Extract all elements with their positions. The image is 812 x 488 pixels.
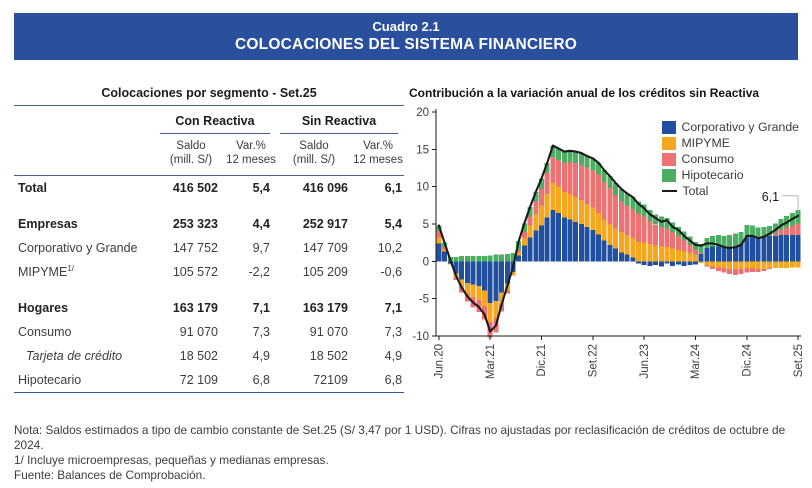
cell-con-var: 9,7: [252, 240, 270, 255]
bar-segment-mipyme: [607, 224, 612, 245]
group-header-con-reactiva: Con Reactiva: [156, 106, 276, 135]
bar-segment-corporativo-y-grande: [562, 217, 567, 261]
bar-segment-mipyme: [733, 261, 738, 268]
bar-segment-mipyme: [533, 214, 538, 230]
bar-segment-mipyme: [528, 225, 533, 237]
bar-segment-mipyme: [573, 197, 578, 222]
bar-segment-corporativo-y-grande: [653, 261, 658, 265]
bar-segment-mipyme: [767, 261, 772, 268]
bar-segment-corporativo-y-grande: [539, 225, 544, 261]
bar-segment-mipyme: [659, 246, 664, 261]
bar-segment-mipyme: [647, 244, 652, 261]
cell-sin-saldo: 163 179: [302, 300, 348, 315]
chart-title: Contribución a la variación anual de los créditos sin Reactiva: [409, 86, 760, 100]
bar-segment-consumo: [750, 268, 755, 272]
subheader-sin-var: Var.% 12 meses: [352, 134, 404, 175]
bar-segment-corporativo-y-grande: [704, 248, 709, 261]
legend-item-mipyme: [662, 136, 799, 150]
bar-segment-corporativo-y-grande: [550, 210, 555, 262]
bar-segment-mipyme: [539, 205, 544, 225]
bar-segment-hipotecario: [562, 152, 567, 163]
bar-segment-hipotecario: [459, 256, 464, 261]
bar-segment-mipyme: [779, 261, 784, 268]
bar-segment-mipyme: [556, 187, 561, 213]
bar-segment-consumo: [590, 170, 595, 207]
legend-item-total: [662, 184, 799, 198]
bar-segment-mipyme: [585, 204, 590, 227]
y-tick-label: 0: [422, 256, 429, 269]
bar-segment-corporativo-y-grande: [533, 231, 538, 262]
table-title: Colocaciones por segmento - Set.25: [14, 86, 404, 106]
table-row: [14, 175, 404, 200]
bar-segment-hipotecario: [499, 255, 504, 262]
cell-con-saldo: 416 502: [172, 180, 218, 195]
bar-segment-mipyme: [784, 261, 789, 268]
bar-segment-consumo: [550, 157, 555, 183]
bar-segment-corporativo-y-grande: [647, 261, 652, 265]
cell-sin-saldo: 91 070: [309, 324, 348, 339]
bar-segment-corporativo-y-grande: [750, 237, 755, 262]
y-tick-label: 20: [416, 107, 429, 119]
y-tick-label: -10: [412, 331, 429, 343]
cell-sin-saldo: 18 502: [309, 348, 348, 363]
bar-segment-consumo: [716, 267, 721, 271]
legend-item-consumo: [662, 152, 799, 166]
bar-segment-consumo: [761, 269, 766, 271]
cell-con-saldo: 253 323: [172, 216, 218, 231]
row-label: Consumo: [18, 324, 72, 339]
bar-segment-mipyme: [436, 237, 441, 243]
bar-segment-hipotecario: [733, 234, 738, 247]
bar-segment-consumo: [727, 269, 732, 274]
bar-segment-mipyme: [568, 194, 573, 219]
bar-segment-hipotecario: [573, 152, 578, 163]
bar-segment-corporativo-y-grande: [790, 235, 795, 261]
cell-con-saldo: 91 070: [179, 324, 218, 339]
cell-sin-saldo: 105 209: [302, 264, 348, 279]
y-tick-label: 10: [416, 181, 429, 194]
bar-segment-mipyme: [716, 261, 721, 267]
bar-segment-corporativo-y-grande: [687, 261, 692, 265]
bar-segment-corporativo-y-grande: [579, 224, 584, 261]
bar-segment-corporativo-y-grande: [670, 261, 675, 265]
bar-segment-corporativo-y-grande: [773, 236, 778, 261]
bar-segment-consumo: [779, 230, 784, 235]
bar-segment-mipyme: [642, 243, 647, 262]
bar-segment-mipyme: [625, 235, 630, 254]
bar-segment-mipyme: [522, 238, 527, 245]
row-label: $MIPYME^{1/}$: [18, 264, 74, 280]
y-tick-label: 5: [422, 219, 429, 231]
row-label: Hipotecario: [14, 368, 156, 393]
bar-segment-mipyme: [756, 261, 761, 268]
bar-segment-corporativo-y-grande: [516, 255, 521, 261]
legend-label: Consumo: [681, 151, 735, 166]
bar-segment-mipyme: [790, 261, 795, 267]
bar-segment-mipyme: [596, 213, 601, 235]
bar-segment-consumo: [545, 173, 550, 194]
legend-label: Hipotecario: [681, 167, 744, 182]
bar-segment-hipotecario: [482, 256, 487, 261]
bar-segment-consumo: [625, 205, 630, 235]
bar-segment-consumo: [659, 227, 664, 246]
cell-con-var: 6,8: [226, 368, 276, 393]
bar-segment-mipyme: [550, 183, 555, 210]
subheader-con-var: Var.% 12 meses: [226, 134, 276, 175]
bar-segment-mipyme: [590, 208, 595, 230]
bar-segment-consumo: [568, 162, 573, 194]
segment-table-panel: [14, 86, 404, 393]
bar-segment-corporativo-y-grande: [630, 258, 635, 262]
bar-segment-mipyme: [488, 303, 493, 322]
row-label: Total: [18, 180, 47, 195]
bar-segment-corporativo-y-grande: [642, 261, 647, 265]
bar-segment-corporativo-y-grande: [522, 246, 527, 262]
bar-segment-corporativo-y-grande: [784, 235, 789, 261]
bar-segment-corporativo-y-grande: [528, 237, 533, 261]
cell-con-saldo: 147 752: [172, 240, 218, 255]
cell-sin-var: 6,1: [384, 180, 403, 195]
cell-con-var: -2,2: [248, 264, 270, 279]
y-tick-label: 15: [416, 144, 429, 157]
cell-sin-saldo: 416 096: [302, 180, 348, 195]
footnote-marker: 1/: [67, 264, 74, 274]
bar-segment-hipotecario: [493, 255, 498, 262]
bar-segment-consumo: [579, 164, 584, 200]
bar-segment-mipyme: [727, 261, 732, 268]
cell-sin-var: 10,2: [377, 240, 403, 255]
header-kicker: Cuadro 2.1: [372, 18, 440, 34]
bar-segment-corporativo-y-grande: [465, 261, 470, 283]
bar-segment-hipotecario: [488, 255, 493, 261]
x-tick-label: Jun.23: [638, 344, 651, 379]
cell-sin-saldo: 252 917: [302, 216, 348, 231]
bar-segment-consumo: [687, 245, 692, 253]
bar-segment-corporativo-y-grande: [436, 243, 441, 261]
cell-con-var: 4,4: [252, 216, 270, 231]
cell-con-saldo: 105 572: [172, 264, 218, 279]
bar-segment-corporativo-y-grande: [568, 220, 573, 262]
bar-segment-hipotecario: [471, 256, 476, 261]
bar-segment-consumo: [528, 217, 533, 226]
bar-segment-consumo: [642, 217, 647, 243]
bar-segment-mipyme: [545, 194, 550, 217]
notes-block: [14, 423, 800, 483]
bar-segment-corporativo-y-grande: [727, 247, 732, 261]
table-gap-row: [14, 284, 404, 296]
bar-segment-corporativo-y-grande: [699, 254, 704, 261]
table-row: [14, 212, 404, 236]
bar-segment-corporativo-y-grande: [602, 240, 607, 261]
legend-swatch-hipotecario: [662, 169, 676, 182]
bar-segment-hipotecario: [568, 151, 573, 162]
x-tick-label: Mar.21: [484, 344, 497, 380]
table-gap-row: [14, 200, 404, 212]
bar-segment-consumo: [733, 269, 738, 275]
cell-con-var: 7,3: [252, 324, 270, 339]
bar-segment-consumo: [585, 167, 590, 204]
bar-segment-corporativo-y-grande: [682, 261, 687, 265]
bar-segment-consumo: [796, 223, 801, 235]
legend-label: Corporativo y Grande: [681, 119, 799, 134]
cell-con-var: 5,4: [252, 180, 270, 195]
bar-segment-consumo: [767, 268, 772, 269]
cell-con-saldo: 163 179: [172, 300, 218, 315]
legend-swatch-mipyme: [662, 137, 676, 150]
bar-segment-mipyme: [773, 261, 778, 268]
bar-segment-corporativo-y-grande: [590, 230, 595, 261]
bar-segment-consumo: [704, 265, 709, 266]
bar-segment-mipyme: [653, 246, 658, 262]
bar-segment-mipyme: [619, 232, 624, 252]
bar-segment-consumo: [573, 163, 578, 197]
bar-segment-mipyme: [670, 249, 675, 262]
bar-segment-corporativo-y-grande: [476, 261, 481, 286]
bar-segment-mipyme: [704, 261, 709, 265]
bar-segment-corporativo-y-grande: [471, 261, 476, 284]
bar-segment-consumo: [676, 236, 681, 250]
bar-segment-consumo: [744, 268, 749, 272]
contribution-chart-panel: [409, 86, 807, 396]
bar-segment-consumo: [647, 221, 652, 244]
x-tick-label: Dic.24: [741, 344, 754, 377]
bar-segment-corporativo-y-grande: [459, 261, 464, 279]
bar-segment-mipyme: [750, 261, 755, 268]
bar-segment-corporativo-y-grande: [756, 237, 761, 261]
bar-segment-consumo: [756, 269, 761, 272]
bar-segment-consumo: [653, 225, 658, 246]
bar-segment-corporativo-y-grande: [744, 237, 749, 261]
x-tick-label: Set.22: [587, 344, 600, 378]
bar-segment-mipyme: [761, 261, 766, 268]
row-label: Empresas: [18, 216, 78, 231]
bar-segment-corporativo-y-grande: [796, 235, 801, 261]
cell-con-var: 7,1: [252, 300, 270, 315]
bar-segment-corporativo-y-grande: [607, 245, 612, 261]
bar-segment-corporativo-y-grande: [676, 261, 681, 264]
x-tick-label: Dic.21: [536, 344, 549, 377]
bar-segment-corporativo-y-grande: [733, 246, 738, 261]
table-row: [14, 260, 404, 284]
bar-segment-consumo: [670, 232, 675, 248]
x-tick-label: Mar.24: [690, 344, 703, 380]
legend-swatch-corporativo-y-grande: [662, 121, 676, 134]
y-tick-label: -5: [418, 293, 429, 306]
bar-segment-consumo: [693, 250, 698, 254]
bar-segment-consumo: [636, 214, 641, 242]
bar-segment-corporativo-y-grande: [488, 261, 493, 303]
bar-segment-mipyme: [744, 261, 749, 268]
table-row: [14, 368, 404, 393]
bar-segment-consumo: [522, 232, 527, 238]
bar-segment-hipotecario: [465, 256, 470, 261]
bar-segment-consumo: [739, 269, 744, 274]
bar-segment-mipyme: [482, 290, 487, 306]
cell-sin-saldo: 72109: [276, 368, 352, 393]
subheader-row: [14, 134, 404, 175]
bar-segment-corporativo-y-grande: [636, 261, 641, 263]
bar-segment-corporativo-y-grande: [556, 213, 561, 262]
bar-segment-consumo: [562, 163, 567, 192]
bar-segment-corporativo-y-grande: [625, 255, 630, 262]
bar-segment-mipyme: [579, 200, 584, 224]
annotation-leader: [782, 196, 798, 212]
x-tick-label: Jun.20: [433, 344, 446, 379]
x-tick-label: Set.25: [792, 344, 805, 378]
bar-segment-mipyme: [693, 255, 698, 262]
cell-sin-var: 7,3: [384, 324, 403, 339]
legend-label: Total: [682, 183, 709, 198]
cell-con-saldo: 18 502: [179, 348, 218, 363]
bar-segment-hipotecario: [756, 228, 761, 238]
chart-area: [409, 104, 807, 396]
cell-sin-var: 7,1: [384, 300, 403, 315]
bar-segment-consumo: [630, 209, 635, 238]
bar-segment-consumo: [710, 267, 715, 269]
table-row: [14, 344, 404, 368]
row-label: Corporativo y Grande: [18, 240, 138, 255]
bar-segment-corporativo-y-grande: [545, 217, 550, 261]
bar-segment-mipyme: [562, 192, 567, 217]
legend-label: MIPYME: [681, 135, 730, 150]
legend-swatch-consumo: [662, 153, 676, 166]
bar-segment-consumo: [722, 268, 727, 272]
row-label: Hogares: [18, 300, 69, 315]
row-label: Tarjeta de crédito: [26, 348, 123, 363]
table-row: [14, 236, 404, 260]
legend-item-corporativo-y-grande: [662, 120, 799, 134]
bar-segment-consumo: [682, 240, 687, 251]
bar-segment-corporativo-y-grande: [779, 235, 784, 261]
chart-legend: [662, 120, 799, 198]
bar-segment-mipyme: [796, 261, 801, 267]
bar-segment-consumo: [602, 182, 607, 219]
segment-table-body: [14, 175, 404, 392]
bar-segment-corporativo-y-grande: [499, 261, 504, 292]
cell-sin-var: 6,8: [352, 368, 404, 393]
bar-segment-mipyme: [710, 261, 715, 266]
bar-segment-mipyme: [602, 220, 607, 241]
bar-segment-corporativo-y-grande: [442, 252, 447, 262]
bar-segment-consumo: [533, 202, 538, 215]
bar-segment-corporativo-y-grande: [664, 261, 669, 263]
bar-segment-consumo: [556, 160, 561, 187]
bar-segment-corporativo-y-grande: [761, 237, 766, 262]
bar-segment-mipyme: [722, 261, 727, 268]
bar-segment-consumo: [539, 189, 544, 205]
bar-segment-consumo: [607, 188, 612, 224]
group-header-row: [14, 106, 404, 135]
bar-segment-hipotecario: [476, 256, 481, 261]
bar-segment-mipyme: [664, 247, 669, 261]
bar-segment-consumo: [613, 195, 618, 229]
bar-segment-corporativo-y-grande: [739, 244, 744, 261]
table-row: [14, 320, 404, 344]
table-row: [14, 296, 404, 320]
annotation-label: 6,1: [761, 189, 780, 204]
bar-segment-consumo: [784, 228, 789, 235]
bar-segment-corporativo-y-grande: [585, 227, 590, 261]
bar-segment-corporativo-y-grande: [596, 234, 601, 261]
table-title-row: [14, 86, 404, 106]
note-text: Nota: Saldos estimados a tipo de cambio constante de Set.25 (S/ 3,47 por 1 USD). Cifras no ajustadas por reclasificación de créditos de octubre de 2024.: [14, 423, 786, 453]
bar-segment-consumo: [596, 175, 601, 213]
bar-segment-mipyme: [636, 242, 641, 261]
cell-sin-saldo: 147 709: [302, 240, 348, 255]
cell-con-saldo: 72 109: [156, 368, 226, 393]
bar-segment-hipotecario: [453, 257, 458, 261]
bar-segment-corporativo-y-grande: [659, 261, 664, 266]
bar-segment-corporativo-y-grande: [613, 249, 618, 262]
cell-sin-var: -0,6: [380, 264, 403, 279]
segment-table: [14, 86, 404, 393]
bar-segment-mipyme: [682, 252, 687, 262]
source-text: Fuente: Balances de Comprobación.: [14, 468, 206, 483]
bar-segment-consumo: [699, 253, 704, 254]
bar-segment-corporativo-y-grande: [710, 246, 715, 261]
page-title: COLOCACIONES DEL SISTEMA FINANCIERO: [235, 36, 577, 54]
bar-segment-mipyme: [613, 228, 618, 248]
bar-segment-consumo: [790, 225, 795, 235]
bar-segment-consumo: [664, 228, 669, 247]
bar-segment-mipyme: [687, 253, 692, 261]
bar-segment-mipyme: [699, 261, 704, 262]
bar-segment-corporativo-y-grande: [693, 261, 698, 264]
group-header-spacer: [14, 106, 156, 135]
bar-segment-corporativo-y-grande: [482, 261, 487, 290]
cell-sin-var: 4,9: [384, 348, 403, 363]
bar-segment-consumo: [619, 201, 624, 232]
bar-segment-hipotecario: [727, 235, 732, 247]
cell-sin-var: 5,4: [384, 216, 403, 231]
bar-segment-mipyme: [676, 250, 681, 261]
bar-segment-corporativo-y-grande: [716, 246, 721, 261]
subheader-spacer: [14, 134, 156, 175]
bar-segment-mipyme: [476, 286, 481, 300]
bar-segment-corporativo-y-grande: [767, 236, 772, 261]
bar-segment-corporativo-y-grande: [722, 247, 727, 261]
legend-item-hipotecario: [662, 168, 799, 182]
bar-segment-mipyme: [630, 238, 635, 257]
group-header-sin-reactiva: Sin Reactiva: [276, 106, 404, 135]
footnote-text: 1/ Incluye microempresas, pequeñas y medianas empresas.: [14, 453, 329, 468]
bar-segment-corporativo-y-grande: [573, 222, 578, 262]
bar-segment-hipotecario: [505, 254, 510, 261]
legend-swatch-total-line: [662, 190, 677, 193]
header-banner: [14, 13, 798, 60]
bar-segment-mipyme: [739, 261, 744, 268]
bar-segment-corporativo-y-grande: [493, 261, 498, 301]
subheader-sin-saldo: Saldo (mill. S/): [276, 134, 352, 175]
cell-con-var: 4,9: [252, 348, 270, 363]
bar-segment-mipyme: [471, 284, 476, 297]
bar-segment-corporativo-y-grande: [619, 252, 624, 261]
subheader-con-saldo: Saldo (mill. S/): [156, 134, 226, 175]
bar-segment-consumo: [773, 234, 778, 236]
